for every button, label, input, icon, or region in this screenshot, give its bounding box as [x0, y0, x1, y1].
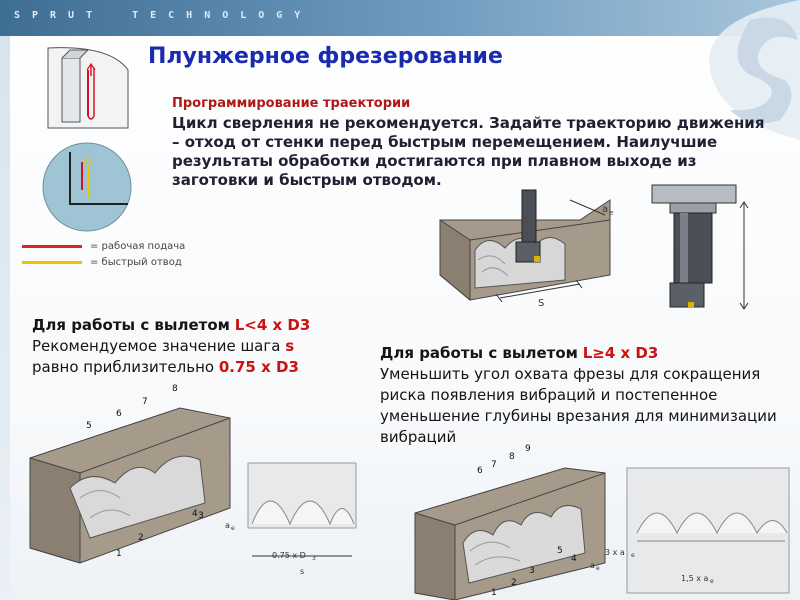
right-bottom-sub: e [710, 578, 714, 585]
legend-feed [22, 238, 185, 254]
left-num-7: 7 [142, 397, 148, 407]
right-bottom-label: 1,5 x a [681, 574, 709, 583]
section1-lead: Для работы с вылетом [32, 316, 230, 334]
left-step-label: 0.75 x D [272, 551, 306, 560]
left-rail [0, 36, 10, 600]
section1-value: 0.75 x D3 [218, 358, 299, 376]
mid-s-label: S [538, 298, 545, 309]
legend-rapid-label: = быстрый отвод [90, 256, 182, 268]
left-num-5: 5 [86, 421, 92, 431]
corner-tool-figure [40, 40, 135, 135]
left-ae-sub: e [231, 525, 235, 532]
right-num-9: 9 [525, 444, 531, 454]
page-title: Плунжерное фрезерование [148, 44, 503, 69]
intro-heading: Программирование траектории [172, 96, 411, 111]
legend-rapid [22, 254, 185, 270]
left-step-sub: 3 [312, 555, 316, 562]
pocket-tool-figure [430, 180, 630, 325]
right-num-6: 6 [477, 466, 483, 476]
right-num-8: 8 [509, 452, 515, 462]
right-ae-sub: e [596, 565, 600, 572]
section1-condition: L<4 x D3 [234, 316, 311, 334]
left-num-3: 3 [198, 511, 204, 521]
left-num-1: 1 [116, 549, 122, 559]
intro-block [172, 95, 772, 190]
section-short-overhang [32, 315, 342, 378]
section-long-overhang [380, 343, 790, 448]
section1-text2: равно приблизительно [32, 358, 215, 376]
rapid-line-swatch [22, 261, 82, 264]
legend-feed-label: = рабочая подача [90, 240, 186, 252]
right-ae2-sub: e [631, 552, 635, 559]
feed-line-swatch [22, 245, 82, 248]
long-tool-figure [640, 180, 770, 320]
right-ae-label: a [590, 561, 595, 570]
right-num-1: 1 [491, 588, 497, 598]
section2-condition: L≥4 x D3 [582, 344, 659, 362]
right-num-7: 7 [491, 460, 497, 470]
intro-body: Цикл сверления не рекомендуется. Задайте траекторию движения – отход от стенки перед быстрым перемещением. Наилучшие результаты обработки достигаются при плавном выходе из заготовки и быстрым отводом. [172, 114, 765, 189]
left-s-label: s [300, 567, 305, 576]
section2-lead: Для работы с вылетом [380, 344, 578, 362]
right-num-5: 5 [557, 546, 563, 556]
left-ae-label: a [225, 521, 230, 530]
right-num-2: 2 [511, 578, 517, 588]
left-num-6: 6 [116, 409, 122, 419]
plunge-step-figure-right [405, 443, 795, 600]
mid-ae-label: a [602, 204, 609, 215]
left-num-8: 8 [172, 384, 178, 394]
mid-ae-sub: e [609, 209, 614, 217]
right-ae2-label: 3 x a [605, 548, 625, 557]
right-num-3: 3 [529, 566, 535, 576]
brand-logo-text: SPRUT TECHNOLOGY [14, 10, 313, 21]
left-num-2: 2 [138, 533, 144, 543]
section2-text: Уменьшить угол охвата фрезы для сокращения риска появления вибраций и постепенное уменьшение глубины врезания для минимизации вибраций [380, 365, 777, 446]
trajectory-legend [22, 238, 185, 270]
blue-section-figure [40, 142, 135, 232]
right-num-4: 4 [571, 554, 577, 564]
left-num-4: 4 [192, 509, 198, 519]
section1-s: s [285, 337, 295, 355]
plunge-step-figure-left [20, 378, 360, 578]
section1-text1: Рекомендуемое значение шага [32, 337, 281, 355]
